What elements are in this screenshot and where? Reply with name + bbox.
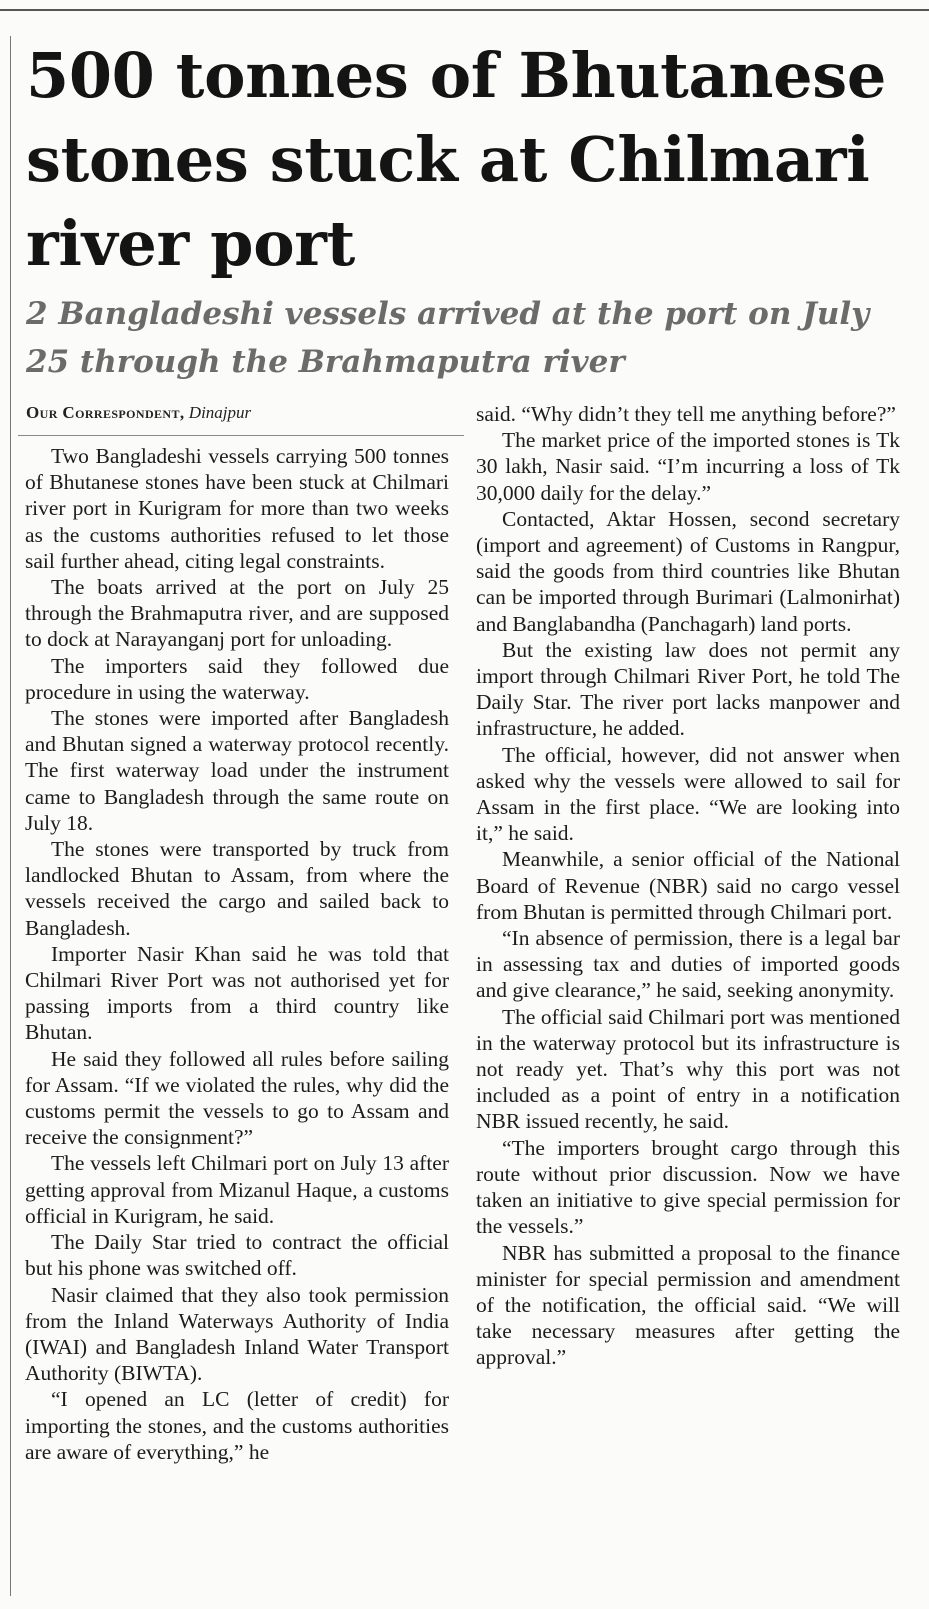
byline-rule xyxy=(18,435,464,436)
paragraph: The stones were transported by truck from landlocked Bhutan to Assam, from where the vessels received the cargo and sailed back to Bangladesh. xyxy=(25,837,449,940)
paragraph: “The importers brought cargo through this route without prior discussion. Now we have taken an initiative to give special permission for the vessels.” xyxy=(476,1135,900,1239)
paragraph: “I opened an LC (letter of credit) for importing the stones, and the customs authorities are aware of everything,” he xyxy=(25,1387,449,1464)
article-column-1 xyxy=(25,443,449,1465)
paragraph: But the existing law does not permit any import through Chilmari River Port, he told The Daily Star. The river port lacks manpower and infrastructure, he added. xyxy=(476,637,900,741)
paragraph-continuation: said. “Why didn’t they tell me anything before?” xyxy=(476,402,896,426)
paragraph: The market price of the imported stones is Tk 30 lakh, Nasir said. “I’m incurring a loss of Tk 30,000 daily for the delay.” xyxy=(476,428,900,505)
paragraph: The Daily Star tried to contract the official but his phone was switched off. xyxy=(25,1230,449,1281)
subheadline: 2 Bangladeshi vessels arrived at the port on July 25 through the Brahmaputra river xyxy=(26,296,870,380)
paragraph: The official, however, did not answer when asked why the vessels were allowed to sail for Assam in the first place. “We are looking into it,” he said. xyxy=(476,742,900,846)
paragraph: Contacted, Aktar Hossen, second secretary (import and agreement) of Customs in Rangpur, said the goods from third countries like Bhutan can be imported through Burimari (Lalmonirhat) and Banglabandha (Panchagarh) land ports. xyxy=(476,506,900,636)
paragraph: Nasir claimed that they also took permission from the Inland Waterways Authority of India (IWAI) and Bangladesh Inland Water Transport Authority (BIWTA). xyxy=(25,1282,449,1386)
paragraph: “In absence of permission, there is a legal bar in assessing tax and duties of imported goods and give clearance,” he said, seeking anonymity. xyxy=(476,926,900,1003)
paragraph: The official said Chilmari port was mentioned in the waterway protocol but its infrastructure is not ready yet. That’s why this port was not included as a point of entry in a notification NBR issued recently, he said. xyxy=(476,1004,900,1134)
byline xyxy=(26,403,251,423)
article-column-2 xyxy=(476,401,900,1371)
paragraph: He said they followed all rules before sailing for Assam. “If we violated the rules, why did the customs permit the vessels to go to Assam and receive the consignment?” xyxy=(25,1046,449,1150)
paragraph: The vessels left Chilmari port on July 13 after getting approval from Mizanul Haque, a customs official in Kurigram, he said. xyxy=(25,1151,449,1228)
byline-name: Our Correspondent, xyxy=(26,403,185,422)
paragraph: NBR has submitted a proposal to the finance minister for special permission and amendment of the notification, the official said. “We will take necessary measures after getting the approval.” xyxy=(476,1240,900,1370)
top-rule xyxy=(0,9,929,11)
paragraph: Importer Nasir Khan said he was told that Chilmari River Port was not authorised yet for passing imports from a third country like Bhutan. xyxy=(25,941,449,1045)
paragraph: The boats arrived at the port on July 25 through the Brahmaputra river, and are supposed to dock at Narayanganj port for unloading. xyxy=(25,575,449,652)
headline: 500 tonnes of Bhutanese stones stuck at Chilmari river port xyxy=(26,39,887,280)
paragraph: The importers said they followed due procedure in using the waterway. xyxy=(25,653,449,704)
byline-location: Dinajpur xyxy=(188,403,252,422)
paragraph: The stones were imported after Bangladesh and Bhutan signed a waterway protocol recently. The first waterway load under the instrument came to Bangladesh through the same route on July 18. xyxy=(25,706,449,835)
paragraph: Two Bangladeshi vessels carrying 500 tonnes of Bhutanese stones have been stuck at Chilmari river port in Kurigram for more than two weeks as the customs authorities refused to let those sail further ahead, citing legal constraints. xyxy=(25,444,449,573)
paragraph: Meanwhile, a senior official of the National Board of Revenue (NBR) said no cargo vessel from Bhutan is permitted through Chilmari port. xyxy=(476,847,900,924)
left-column-rule xyxy=(10,36,11,1596)
